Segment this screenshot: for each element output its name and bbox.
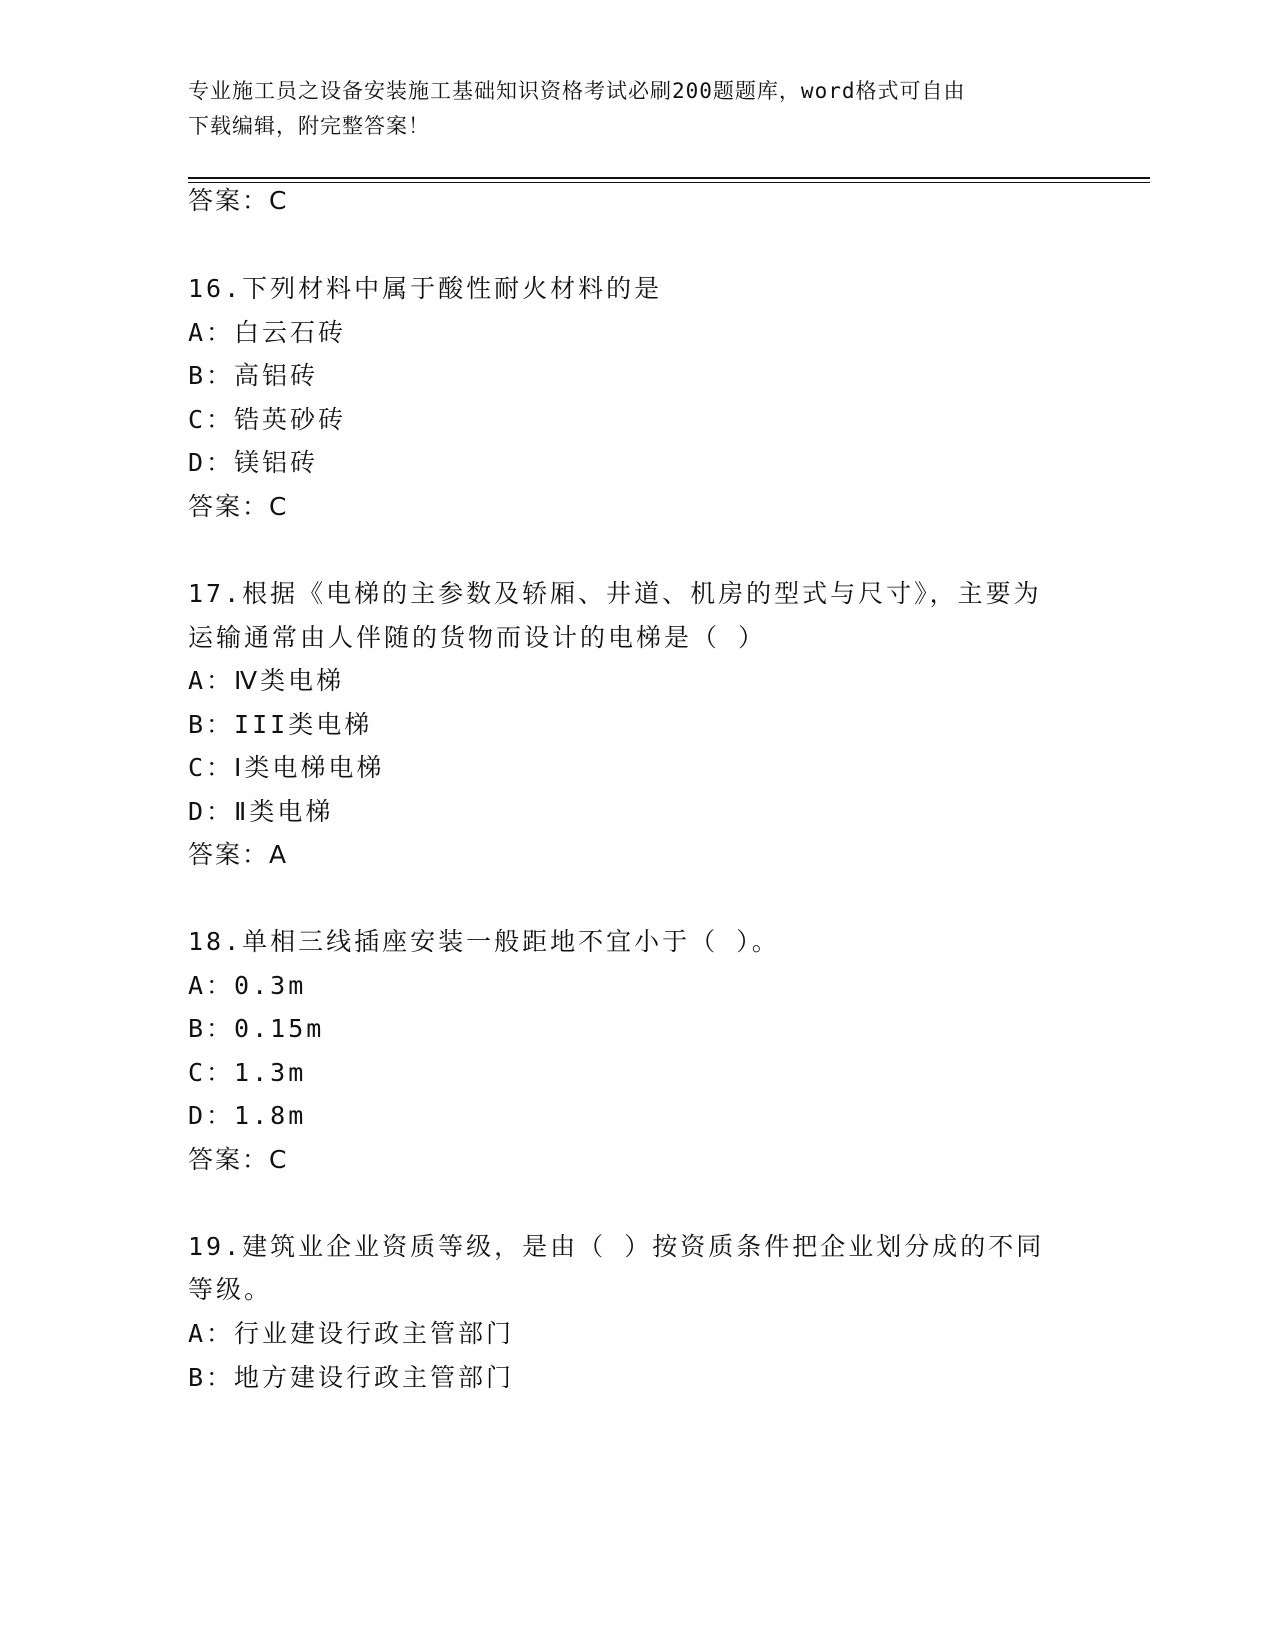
q19-option-b: B：地方建设行政主管部门 (188, 1363, 515, 1392)
q19-option-a: A：行业建设行政主管部门 (188, 1319, 515, 1348)
q16-option-b: B：高铝砖 (188, 361, 319, 390)
q18-answer: 答案：C (188, 1145, 289, 1174)
q17-option-c: C：Ⅰ类电梯电梯 (188, 753, 385, 782)
header-rule-thin (188, 182, 1150, 183)
q16-option-c: C：锆英砂砖 (188, 405, 347, 434)
question-19-text-line-2: 等级。 (188, 1275, 273, 1304)
previous-answer: 答案：C (188, 186, 289, 215)
q17-option-b: B：III类电梯 (188, 710, 373, 739)
q18-option-a: A：0.3m (188, 971, 307, 1000)
question-16-text: 16.下列材料中属于酸性耐火材料的是 (188, 274, 663, 303)
question-18-text: 18.单相三线插座安装一般距地不宜小于（ ）。 (188, 927, 780, 956)
q18-option-c: C：1.3m (188, 1058, 307, 1087)
header-rule-thick (188, 177, 1150, 179)
question-17-text-line-1: 17.根据《电梯的主参数及轿厢、井道、机房的型式与尺寸》，主要为 (188, 579, 1042, 608)
question-19-text-line-1: 19.建筑业企业资质等级，是由（ ）按资质条件把企业划分成的不同 (188, 1232, 1045, 1261)
q16-option-a: A：白云石砖 (188, 318, 347, 347)
q17-option-a: A：Ⅳ类电梯 (188, 666, 345, 695)
header-line-2: 下载编辑，附完整答案！ (188, 114, 430, 138)
q18-option-b: B：0.15m (188, 1014, 325, 1043)
document-header (188, 74, 1068, 144)
q16-answer: 答案：C (188, 492, 289, 521)
q18-option-d: D：1.8m (188, 1101, 307, 1130)
question-17-text-line-2: 运输通常由人伴随的货物而设计的电梯是（ ） (188, 623, 767, 652)
q17-answer: 答案：A (188, 840, 289, 869)
q17-option-d: D：Ⅱ类电梯 (188, 797, 334, 826)
q16-option-d: D：镁铝砖 (188, 448, 319, 477)
header-line-1: 专业施工员之设备安装施工基础知识资格考试必刷200题题库，word格式可自由 (188, 79, 966, 103)
